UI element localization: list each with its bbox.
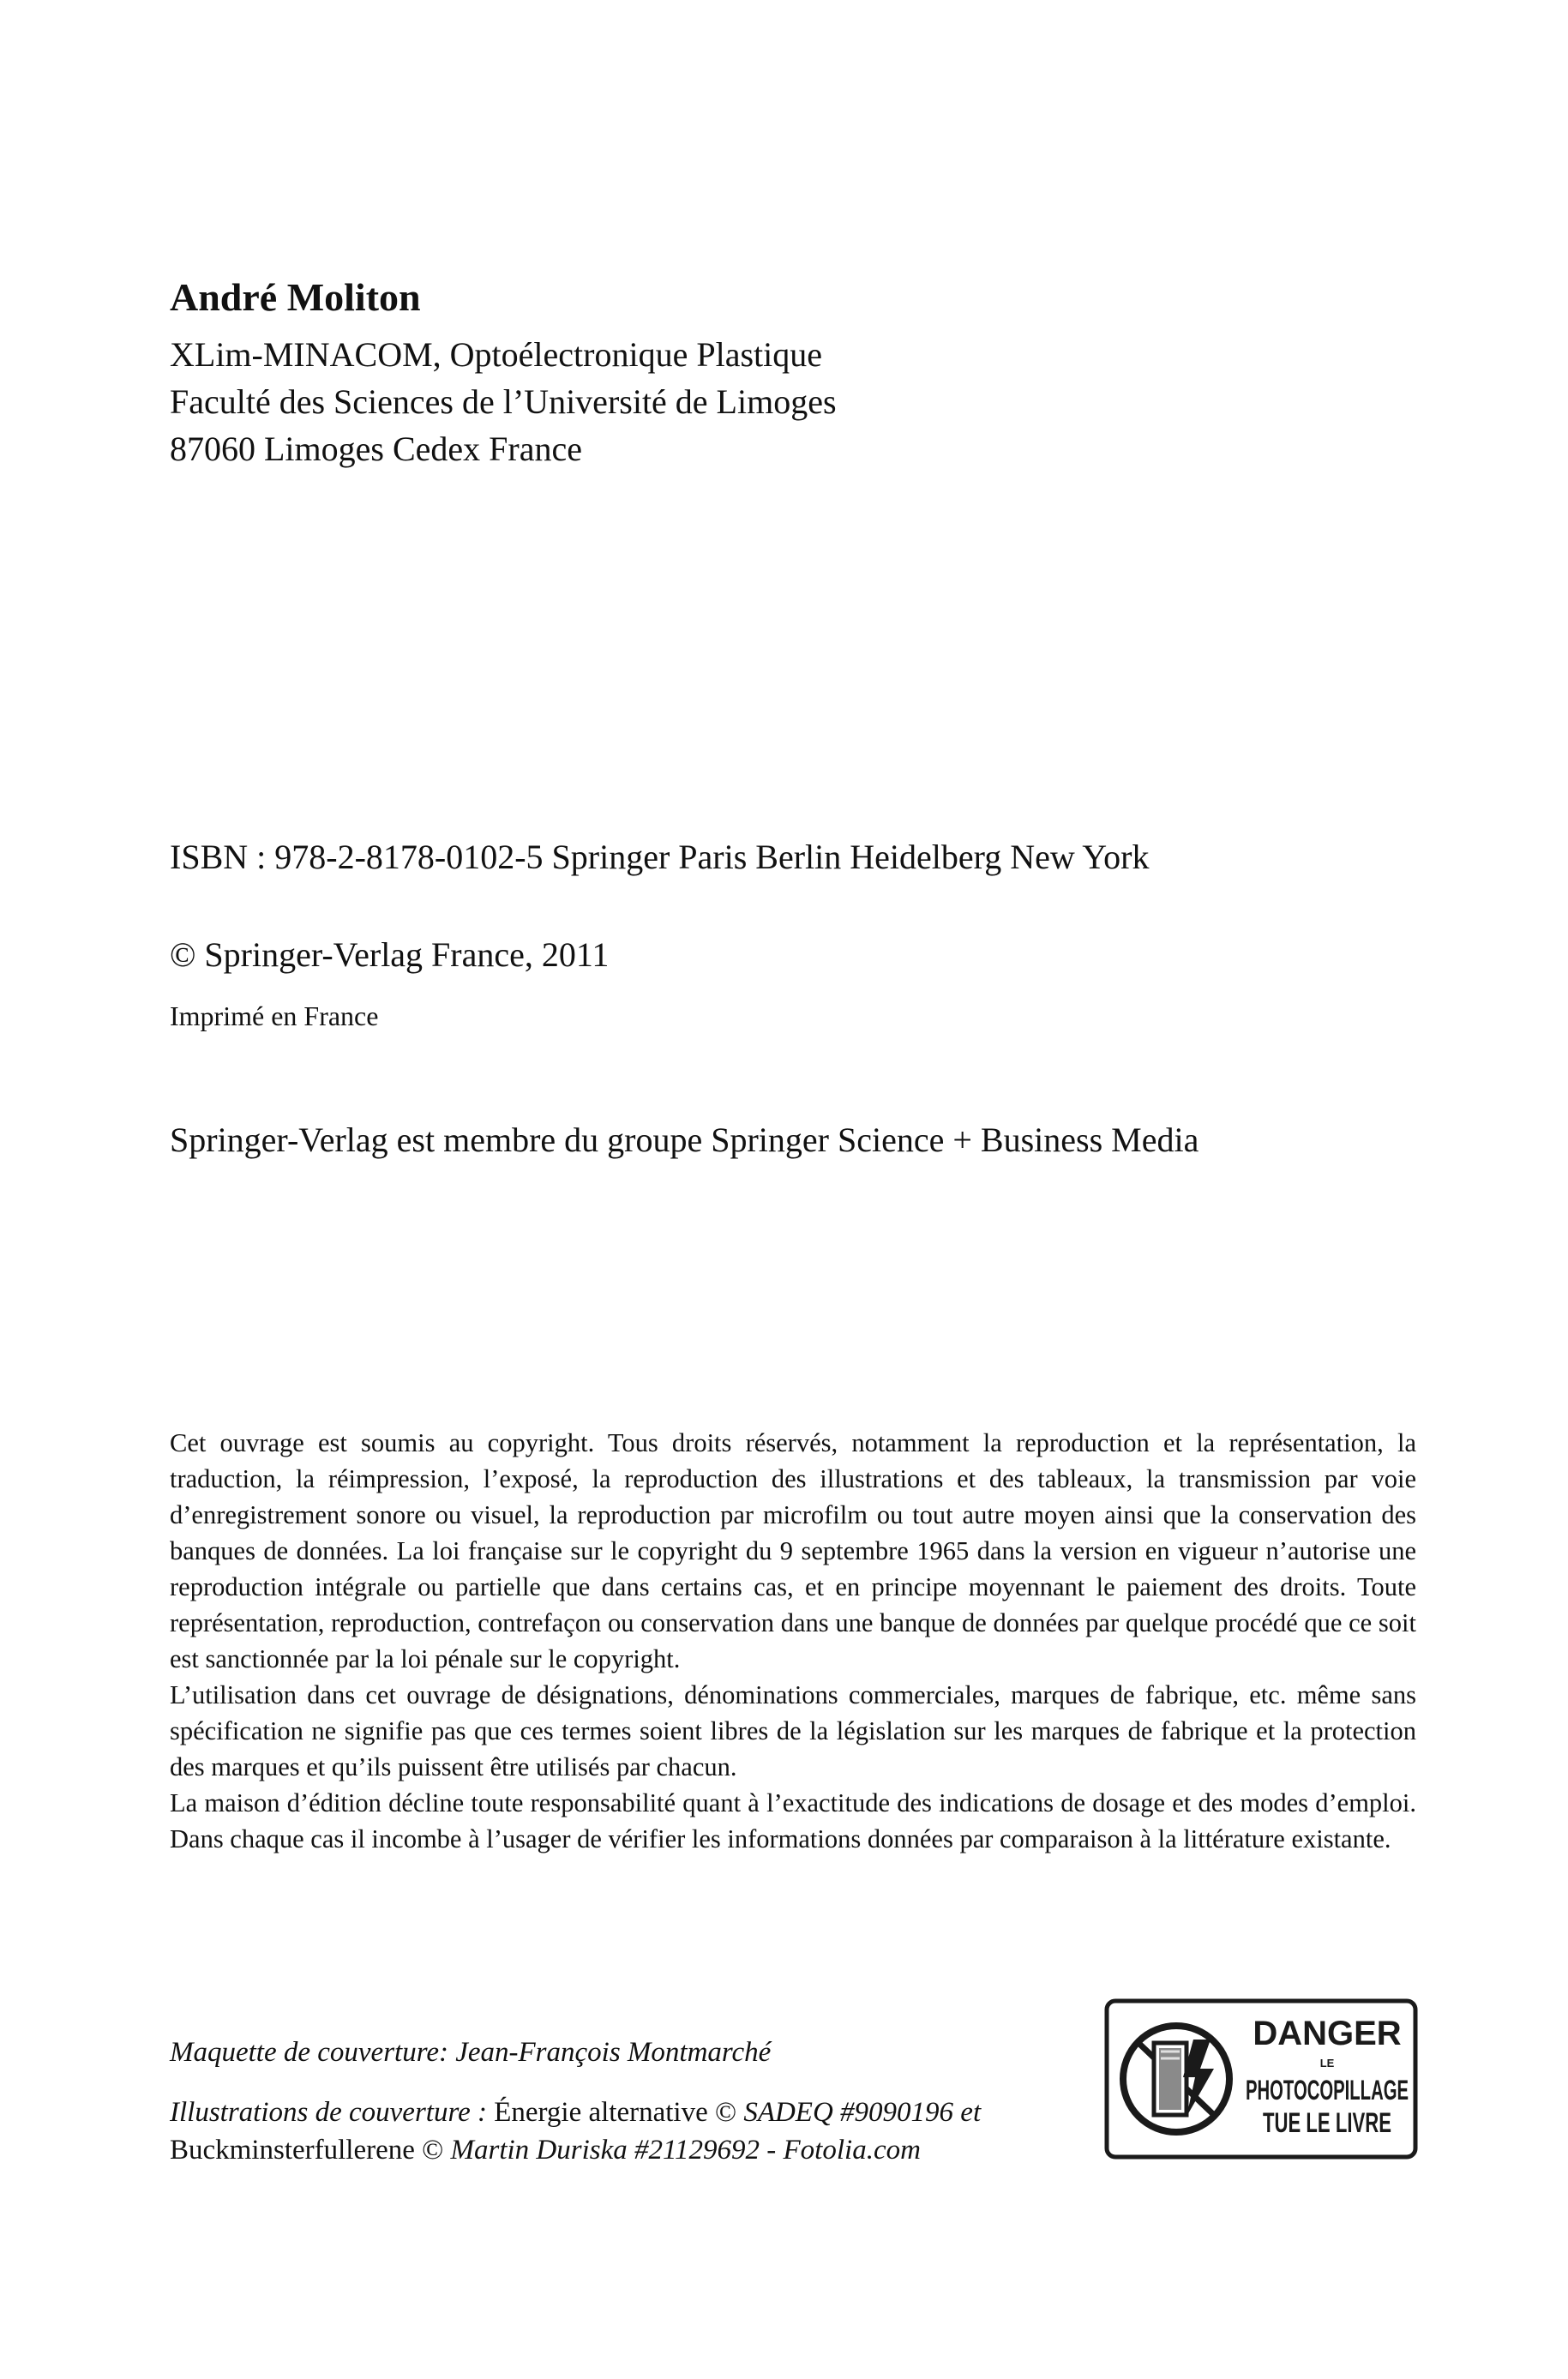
affiliation-line: XLim-MINACOM, Optoélectronique Plastique xyxy=(170,335,822,374)
cover-illustration-text: Buckminsterfullerene © xyxy=(170,2135,444,2166)
cover-design-label: Maquette de couverture: xyxy=(170,2037,448,2068)
publisher-group-line: Springer-Verlag est membre du groupe Springer Science + Business Media xyxy=(170,1120,1199,1159)
legal-paragraph: L’utilisation dans cet ouvrage de désignations, dénominations commerciales, marques de fabrique, etc. même sans spécification ne signifie pas que ces termes soient libres de la législation sur les marques de fabrique et la protection des marques et qu’ils puissent être utilisés par chacun. xyxy=(170,1680,1416,1781)
logo-line1: PHOTOCOPILLAGE xyxy=(1246,2075,1409,2106)
printed-in-line: Imprimé en France xyxy=(170,1000,379,1031)
danger-photocopillage-logo xyxy=(1104,1998,1418,2160)
isbn-line: ISBN : 978-2-8178-0102-5 Springer Paris Berlin Heidelberg New York xyxy=(170,838,1150,876)
legal-notice xyxy=(170,1425,1416,1857)
logo-small-text: LE xyxy=(1319,2057,1335,2070)
author-name: André Moliton xyxy=(170,275,421,319)
book-lightning-icon xyxy=(1123,2026,1229,2132)
cover-illustration-source: Martin Duriska #21129692 - Fotolia.com xyxy=(450,2135,921,2166)
affiliation-line: 87060 Limoges Cedex France xyxy=(170,430,582,468)
cover-illustration-credit xyxy=(170,2094,1078,2169)
author-block xyxy=(170,273,837,472)
cover-illustration-label: Illustrations de couverture : xyxy=(170,2097,487,2128)
cover-design-credit xyxy=(170,2034,1078,2071)
cover-credits xyxy=(170,2034,1078,2169)
cover-design-name: Jean-François Montmarché xyxy=(455,2037,772,2068)
logo-line2: TUE LE LIVRE xyxy=(1263,2107,1391,2138)
logo-title: DANGER xyxy=(1253,2015,1402,2052)
copyright-line: © Springer-Verlag France, 2011 xyxy=(170,935,610,974)
legal-paragraph: La maison d’édition décline toute responsabilité quant à l’exactitude des indications de dosage et des modes d’emploi. Dans chaque cas il incombe à l’usager de vérifier les informations données par comparaison à la littérature existante. xyxy=(170,1788,1416,1853)
cover-illustration-text: Énergie alternative © xyxy=(494,2097,737,2128)
cover-illustration-source: SADEQ #9090196 et xyxy=(743,2097,982,2128)
affiliation-line: Faculté des Sciences de l’Université de Limoges xyxy=(170,382,837,421)
legal-paragraph: Cet ouvrage est soumis au copyright. Tous droits réservés, notamment la reproduction et la représentation, la traduction, la réimpression, l’exposé, la reproduction des illustrations et des tableaux, la transmission par voie d’enregistrement sonore ou visuel, la reproduction par microfilm ou tout autre moyen ainsi que la conservation des banques de données. La loi française sur le copyright du 9 septembre 1965 dans la version en vigueur n’autorise une reproduction intégrale ou partielle que dans certains cas, et en principe moyennant le paiement des droits. Toute représentation, reproduction, contrefaçon ou conservation dans une banque de données par quelque procédé que ce soit est sanctionnée par la loi pénale sur le copyright. xyxy=(170,1428,1416,1673)
